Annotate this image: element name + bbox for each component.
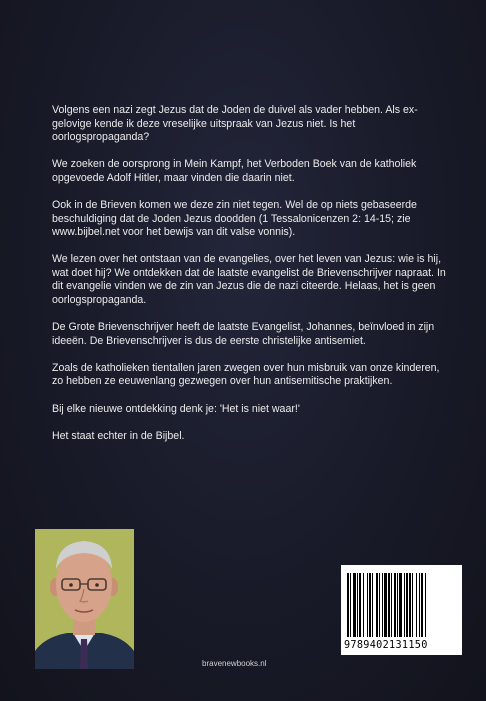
barcode-bar <box>419 573 420 637</box>
barcode-bar <box>359 573 361 637</box>
blurb-paragraph-6: Zoals de katholieken tientallen jaren zwegen over hun misbruik van onze kinderen, zo hebben ze eeuwenlang gezwegen over hun antisemitische praktijken. <box>52 361 440 388</box>
barcode-bar <box>416 573 417 637</box>
barcode-bar <box>409 573 411 637</box>
barcode-bar <box>397 573 398 637</box>
blurb-paragraph-3: Ook in de Brieven komen we deze zin niet tegen. Wel de op niets gebaseerde beschuldiging dat de Joden Jezus doodden (1 Tessalonicenzen 2: 14-15; zie www.bijbel.net voor het bewijs van dit valse vonnis). <box>52 198 417 239</box>
barcode-bar <box>372 573 373 637</box>
barcode-bar <box>406 573 408 637</box>
blurb-paragraph-4: We lezen over het ontstaan van de evangelies, over het leven van Jezus: wie is hij, wat doet hij? We ontdekken dat de laatste evangelist de Brievenschrijver napraat. In dit evangelie vinden we de zin van Jezus die de nazi citeerde. Helaas, het is geen oorlogspropaganda. <box>52 253 446 307</box>
barcode-bar <box>384 573 387 637</box>
barcode-bar <box>350 573 351 637</box>
barcode-bar <box>388 573 390 637</box>
blurb-paragraph-8: Het staat echter in de Bijbel. <box>52 429 185 442</box>
barcode-bar <box>357 573 358 637</box>
barcode-bar <box>353 573 356 637</box>
barcode-bar <box>399 573 402 637</box>
isbn-number: 9789402131150 <box>344 640 428 651</box>
barcode-bar <box>412 573 413 637</box>
blurb-paragraph-2: We zoeken de oorsprong in Mein Kampf, het Verboden Boek van de katholiek opgevoede Adolf Hitler, maar vinden die daarin niet. <box>52 158 417 184</box>
barcode-bar <box>425 573 426 637</box>
barcode-bar <box>394 573 396 637</box>
barcode-bar <box>347 573 349 637</box>
barcode-bar <box>404 573 405 637</box>
blurb-paragraph-7: Bij elke nieuwe ontdekking denk je: 'Het is niet waar!' <box>52 402 300 415</box>
blurb-paragraph-5: De Grote Brievenschrijver heeft de laatste Evangelist, Johannes, beïnvloed in zijn ideeën. De Brievenschrijver is dus de eerste christelijke antisemiet. <box>52 321 435 347</box>
barcode-bar <box>379 573 380 637</box>
barcode-bar <box>376 573 378 637</box>
barcode-bar <box>391 573 392 637</box>
barcode-bar <box>382 573 383 637</box>
barcode-bar <box>367 573 368 637</box>
publisher-website: bravenewbooks.nl <box>202 659 267 668</box>
blurb-text <box>52 104 452 457</box>
author-photo <box>35 529 134 669</box>
barcode-bar <box>369 573 371 637</box>
blurb-paragraph-1: Volgens een nazi zegt Jezus dat de Joden de duivel als vader hebben. Als ex-gelovige kende ik deze vreselijke uitspraak van Jezus niet. Is het oorlogspropaganda? <box>52 104 418 144</box>
barcode-bar <box>421 573 423 637</box>
barcode-bar <box>363 573 364 637</box>
